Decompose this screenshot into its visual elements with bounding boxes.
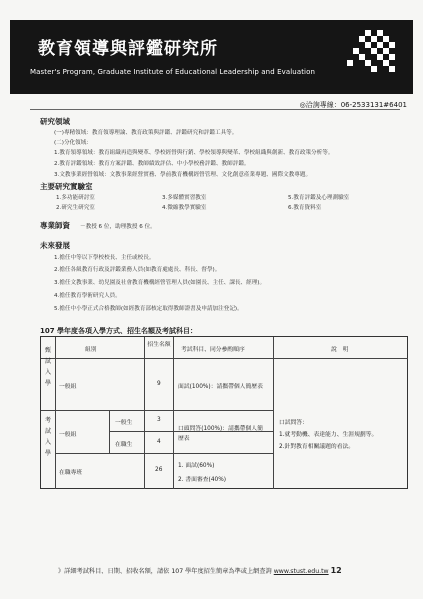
institute-title-zh: 教育領導與評鑑研究所	[38, 39, 218, 59]
lab-item: 1.多功能研討室	[56, 195, 95, 201]
website-link[interactable]: www.stust.edu.tw	[273, 568, 329, 575]
footer-note	[58, 566, 342, 575]
footer-text: 》詳細考試科目、日期、招收名額，請依 107 學年度招生簡章為準或上網查詢	[58, 568, 272, 575]
lab-item: 6.教育資料室	[288, 205, 322, 211]
research-title: 研究領域	[40, 117, 70, 126]
research-line: 1.教育領導領域：教育組織再造與變革、學校經營與行銷、學校領導與變革、學校組織與創新、教育政策分析等。	[54, 150, 334, 156]
notes-line: 2.針對教育相關議題的看法。	[279, 444, 355, 450]
faculty-text: －教授 6 位，助理教授 6 位。	[80, 224, 156, 230]
row4-subject-1: 1. 面試(60%)	[178, 463, 215, 469]
future-line: 3.擔任文教事業、幼兒園及社會教育機構經營管理人員(如園長、主任、課長、經理)。	[54, 280, 266, 286]
row2-quota: 3	[157, 417, 161, 423]
row1-subjects: 面試(100%)：請攜帶個人簡歷表	[178, 384, 263, 390]
future-line: 4.擔任教育學術研究人員。	[54, 293, 121, 299]
method-exemption-label: 甄試入學	[44, 347, 51, 387]
row2-sub: 一般生	[115, 420, 133, 426]
research-line: (一)專精領域：教育領導理論、教育政策與評鑑、評鑑研究和評鑑工具等。	[54, 130, 238, 136]
header-quota: 招生名額	[147, 342, 171, 348]
decorative-mosaic-icon	[335, 24, 399, 72]
future-line: 1.擔任中等以下學校校長、主任或校長。	[54, 255, 155, 261]
notes-line: 口試問答：	[279, 420, 308, 426]
lab-item: 3.多媒體實習教室	[162, 195, 207, 201]
labs-title: 主要研究實驗室	[40, 182, 93, 191]
row3-quota: 4	[157, 439, 161, 445]
page-number: 12	[330, 566, 342, 575]
method-exam-label: 考試入學	[44, 417, 51, 457]
future-line: 2.擔任各級教育行政及評鑑業務人員(如教育處處長、科長、督學)。	[54, 267, 221, 273]
lab-item: 5.教育評鑑及心理測驗室	[288, 195, 350, 201]
header-group: 組別	[85, 347, 97, 353]
notes-line: 1.就考動機、表達能力、生涯規劃等。	[279, 432, 378, 438]
row4-group: 在職專班	[59, 470, 83, 476]
research-line: (二)分化領域：	[54, 140, 92, 146]
header-notes: 說 明	[331, 347, 349, 353]
row1-quota: 9	[157, 381, 161, 387]
admission-table	[40, 336, 408, 489]
row2-group: 一般組	[59, 432, 77, 438]
research-line: 2.教育評鑑領域：教育方案評鑑、教師績效評估、中小學校務評鑑、教師評鑑。	[54, 161, 250, 167]
header-subjects: 考試科目、同分參酌順序	[181, 347, 245, 353]
row4-quota: 26	[155, 467, 163, 473]
contact-phone: ◎洽詢專線：06-2533131#6401	[299, 101, 407, 109]
future-title: 未來發展	[40, 241, 70, 250]
row3-sub: 在職生	[115, 442, 133, 448]
header-banner	[10, 20, 413, 94]
divider	[30, 109, 400, 110]
faculty-title: 專業師資	[40, 221, 70, 230]
row4-subject-2: 2. 書面審查(40%)	[178, 477, 226, 483]
future-line: 5.擔任中小學正式合格教師(如經教育部核定取得教師證書及申請加注登記)。	[54, 306, 243, 312]
row2-subjects: 口頭問答(100%)：請攜帶個人簡歷表	[178, 426, 263, 442]
institute-title-en: Master's Program, Graduate Institute of Educational Leadership and Evaluation	[30, 68, 316, 76]
lab-item: 2.研究生研究室	[56, 205, 95, 211]
lab-item: 4.微縮教學實驗室	[162, 205, 207, 211]
admission-table-title: 107 學年度各項入學方式、招生名額及考試科目：	[40, 327, 198, 335]
row1-group: 一般組	[59, 384, 77, 390]
research-line: 3.文教事業經營領域：文教事業經營實務、學前教育機構經營管理、文化創意產業專題、國際文教專題。	[54, 172, 312, 178]
